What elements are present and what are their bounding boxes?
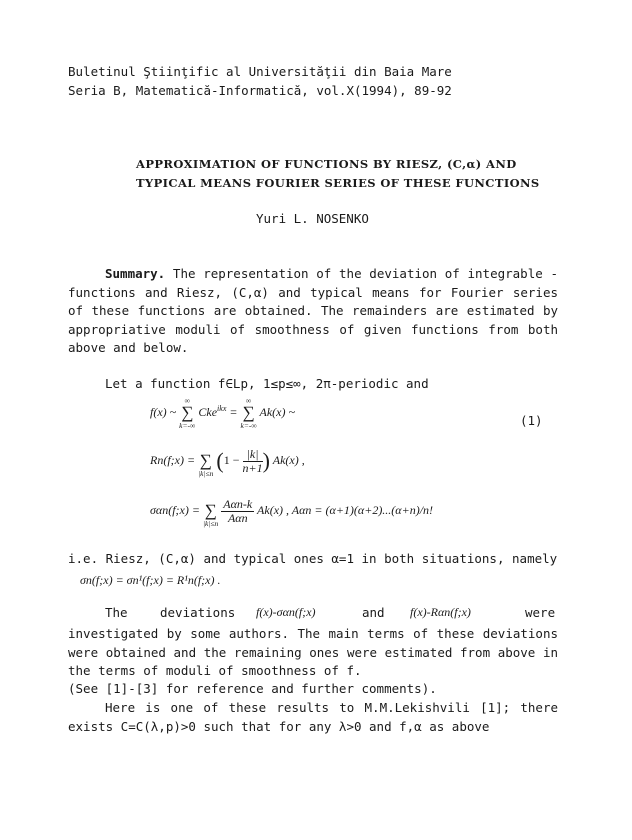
eq1-term2: Ak(x) ~	[259, 404, 295, 419]
eq1-sum2-top: ∞	[245, 396, 252, 405]
eq2-fraction	[243, 448, 263, 475]
eq1-sum-symbol: ∞ ∑ k=-∞	[179, 396, 196, 430]
paper-title-line-1: APPROXIMATION OF FUNCTIONS BY RIESZ, (C,α) AND	[136, 157, 517, 171]
dev-word-and: and	[362, 605, 385, 620]
eq2-sum-bottom: |k|≤n	[198, 469, 214, 478]
paper-title-line-2: TYPICAL MEANS FOURIER SERIES OF THESE FUNCTIONS	[136, 176, 540, 190]
eq3-sum-symbol: ∑ |k|≤n	[202, 501, 219, 528]
eq2-numerator: |k|	[243, 448, 263, 462]
eq1-sum-bottom: k=-∞	[179, 421, 196, 430]
ie-line-2: σn(f;x) = σn¹(f;x) = R¹n(f;x) .	[80, 573, 221, 587]
eq1-sum-top: ∞	[184, 396, 190, 405]
dev-word-deviations: deviations	[160, 605, 236, 620]
summary-text: The representation of the deviation of integrable - functions and Riesz, (C,α) and typical means for Fourier series of these functions are obtained. The remainders are estimated by appropriative moduli of smoothness of given functions from both above and below.	[68, 266, 558, 356]
eq3-fraction	[221, 498, 254, 525]
journal-line-1: Buletinul Ştiinţific al Universităţii din Baia Mare	[68, 64, 452, 79]
equation-1	[150, 396, 295, 430]
eq1-sum2-bottom: k=-∞	[240, 421, 257, 430]
dev-word-were: were	[525, 605, 556, 620]
journal-line-2: Seria B, Matematică-Informatică, vol.X(1994), 89-92	[68, 83, 452, 98]
summary-paragraph	[68, 265, 558, 358]
eq2-sum-symbol: ∑ |k|≤n	[198, 451, 214, 478]
eq1-sum2-symbol: ∞ ∑ k=-∞	[240, 396, 257, 430]
dev-expr-1: f(x)-σαn(f;x)	[256, 605, 316, 619]
eq2-tail: Ak(x) ,	[272, 452, 305, 467]
equation-riesz: Rn(f;x) = ∑ |k|≤n (1 − $\frac{|k|}{n+1}$ ) Ak(x) ,	[150, 444, 305, 478]
eq1-lhs: f(x) ~	[150, 404, 180, 419]
eq3-sum-bottom: |k|≤n	[202, 519, 219, 528]
eq3-denominator: Aαn	[227, 510, 248, 525]
eq1-mid: =	[229, 404, 241, 419]
eq1-exponent: ikx	[217, 403, 227, 413]
eq2-denominator: n+1	[242, 460, 263, 475]
eq3-numerator: Aαn-k	[223, 496, 253, 511]
eq3-lhs: σαn(f;x) =	[150, 502, 203, 517]
eq1-term: Cke	[198, 404, 218, 419]
author-name: Yuri L. NOSENKO	[256, 211, 369, 226]
ie-line-1: i.e. Riesz, (C,α) and typical ones α=1 in both situations, namely	[68, 551, 558, 566]
deviations-paragraph: investigated by some authors. The main terms of these deviations were obtained and the remaining ones were estimated from above in the terms of moduli of smoothness of f.	[68, 626, 558, 679]
summary-label: Summary.	[105, 266, 166, 281]
eq2-one: 1 −	[223, 452, 240, 467]
dev-expr-2: f(x)-Rαn(f;x)	[410, 605, 471, 619]
see-references-line: (See [1]-[3] for reference and further comments).	[68, 681, 437, 696]
intro-line: Let a function f∈Lp, 1≤p≤∞, 2π-periodic and	[105, 376, 429, 391]
result-paragraph: Here is one of these results to M.M.Lekishvili [1]; there exists C=C(λ,p)>0 such that for any λ>0 and f,α as above	[68, 700, 558, 734]
eq2-lhs: Rn(f;x) =	[150, 452, 199, 467]
equation-1-number: (1)	[520, 413, 543, 428]
eq3-tail: Ak(x) , Aαn = (α+1)(α+2)...(α+n)/n!	[257, 502, 434, 517]
dev-word-the: The	[105, 605, 128, 620]
equation-cesaro	[150, 494, 433, 528]
